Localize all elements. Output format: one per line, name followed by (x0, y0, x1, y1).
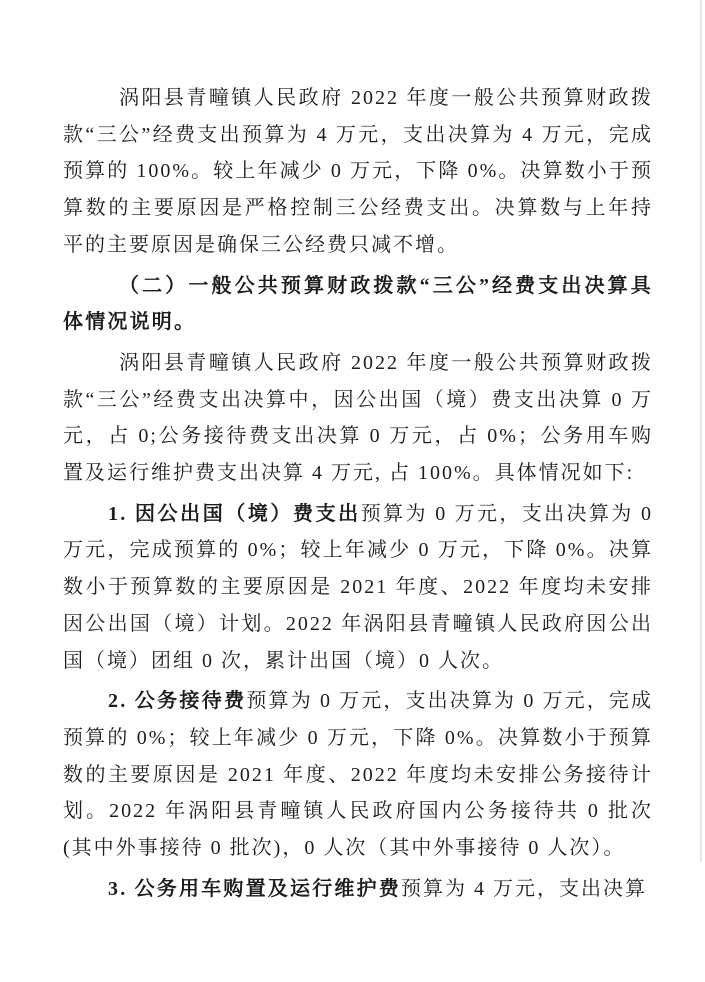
heading-section-two (63, 268, 653, 341)
para-sangong-breakdown (63, 345, 653, 492)
bold-text-run: 2. 公务接待费 (108, 690, 247, 713)
item-1-abroad-expense (63, 496, 653, 680)
text-run: 预算为 4 万元，支出决算 (401, 877, 647, 900)
page-edge-line (700, 0, 702, 862)
item-2-reception-expense (63, 683, 653, 867)
item-3-vehicle-expense (63, 871, 653, 908)
bold-text-run: （二）一般公共预算财政拨款“三公”经费支出决算具体情况说明。 (63, 274, 653, 334)
text-run: 预算为 0 万元，支出决算为 0 万元，完成预算的 0%；较上年减少 0 万元，下降 0%。决算数小于预算数的主要原因是 2021 年度、2022 年度均未安排因公出国（境）计划。2022 年涡阳县青疃镇人民政府因公出国（境）团组 0 次，累计出国（境）0 人次。 (63, 502, 653, 672)
bold-text-run: 3. 公务用车购置及运行维护费 (108, 877, 401, 900)
para-sangong-overview (63, 80, 653, 264)
text-run: 预算为 0 万元，支出决算为 0 万元，完成预算的 0%；较上年减少 0 万元，下降 0%。决算数小于预算数的主要原因是 2021 年度、2022 年度均未安排公务接待计划。2022 年涡阳县青疃镇人民政府国内公务接待共 0 批次(其中外事接待 0 批次)，0 人次（其中外事接待 0 人次）。 (63, 690, 653, 860)
text-run: 涡阳县青疃镇人民政府 2022 年度一般公共预算财政拨款“三公”经费支出预算为 4 万元，支出决算为 4 万元，完成预算的 100%。较上年减少 0 万元，下降 0%。决算数小于预算数的主要原因是严格控制三公经费支出。决算数与上年持平的主要原因是确保三公经费只减不增。 (63, 87, 653, 256)
text-run: 涡阳县青疃镇人民政府 2022 年度一般公共预算财政拨款“三公”经费支出决算中，因公出国（境）费支出决算 0 万元，占 0;公务接待费支出决算 0 万元，占 0%；公务用车购置及运行维护费支出决算 4 万元, 占 100%。具体情况如下: (63, 351, 653, 485)
document-body (63, 80, 653, 907)
bold-text-run: 1. 因公出国（境）费支出 (108, 502, 361, 525)
